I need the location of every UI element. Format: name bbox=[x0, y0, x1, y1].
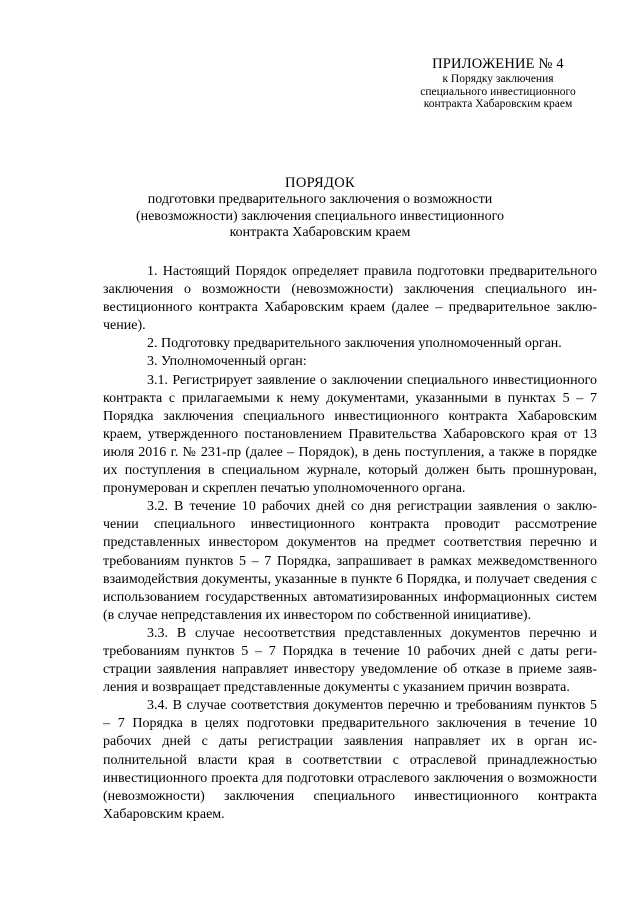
paragraph-1: 1. Настоящий Порядок определяет правила подготовки предварительного заключения о возможности (невозможности) заключения специального инвестиционного контракта Хабаровским краем (далее – предварительное заключение). bbox=[103, 264, 597, 334]
paragraph-3: 3. Уполномоченный орган: bbox=[147, 354, 307, 370]
paragraph-3-1: 3.1. Регистрирует заявление о заключении специального инвестиционного контракта с прилагаемыми к нему документами, указанными в пунктах 5 – 7 Порядка заключения специального инвестиционного контракта Хабаровским краем, утвержденного постановлением Правительства Хабаровского края от 13 июля 2016 г. № 231-пр (далее – Порядок), в день поступления, а также в порядке их поступления в специальном журнале, который должен быть прошнурован, пронумерован и скреплен печатью уполномоченного органа. bbox=[103, 372, 597, 497]
appendix-title: ПРИЛОЖЕНИЕ № 4 bbox=[432, 56, 564, 72]
subtitle-line: подготовки предварительного заключения о возможности bbox=[147, 192, 493, 207]
subtitle-line: контракта Хабаровским краем bbox=[229, 225, 411, 240]
subtitle-line: (невозможности) заключения специального инвестиционного bbox=[135, 208, 505, 224]
paragraph-3-2: 3.2. В течение 10 рабочих дней со дня регистрации заявления о заключении специального инвестиционного контракта проводит рассмотрение представленных инвестором документов на предмет соответствия перечню и требованиям пунктов 5 – 7 Порядка, запрашивает в рамках межведомственного взаимодействия документы, указанные в пункте 6 Порядка, и получает сведения с использованием государственных автоматизированных информационных систем (в случае непредставления их инвестором по собственной инициативе). bbox=[103, 499, 597, 623]
appendix-line: к Порядку заключения bbox=[442, 73, 554, 85]
appendix-header bbox=[400, 55, 596, 111]
paragraph-2: 2. Подготовку предварительного заключения уполномоченный орган. bbox=[147, 336, 562, 352]
paragraph-3-4: 3.4. В случае соответствия документов перечню и требованиям пунктов 5 – 7 Порядка в целях подготовки предварительного заключения в течение 10 рабочих дней с даты регистрации заявления направляет их в орган исполнительной власти края в соответствии с отраслевой принадлежностью инвестиционного проекта для подготовки отраслевого заключения о возможности (невозможности) заключения специального инвестиционного контракта Хабаровским краем. bbox=[103, 698, 597, 822]
document-body bbox=[103, 263, 597, 824]
document-subtitle bbox=[100, 192, 540, 242]
appendix-line: специального инвестиционного bbox=[420, 85, 576, 98]
document-title: ПОРЯДОК bbox=[285, 175, 355, 191]
appendix-line: контракта Хабаровским краем bbox=[423, 98, 573, 110]
paragraph-3-3: 3.3. В случае несоответствия представленных документов перечню и требованиям пунктов 5 – 7 Порядка в течение 10 рабочих дней с даты регистрации заявления направляет инвестору уведомление об отказе в приеме заявления и возвращает представленные документы с указанием причин возврата. bbox=[103, 625, 597, 696]
